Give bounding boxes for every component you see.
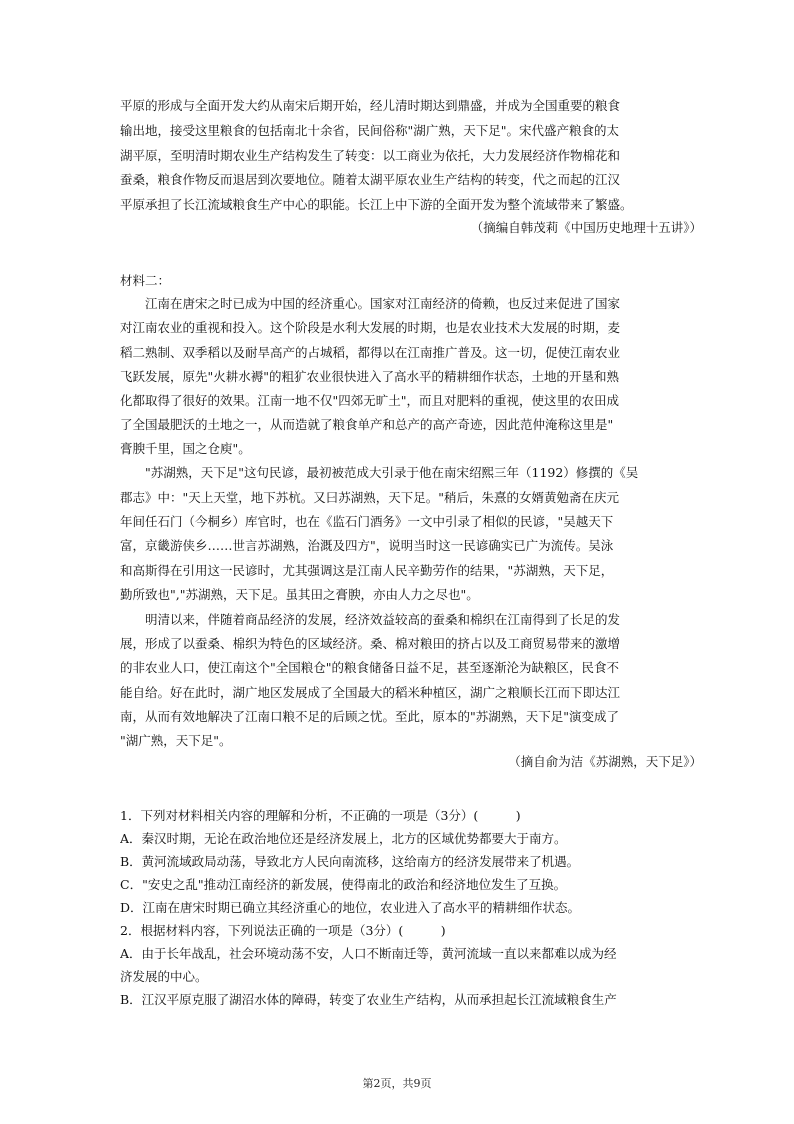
material2-line: 年间任石门（今桐乡）库官时，也在《监石门酒务》一文中引录了相似的民谚，"吴越天下 [120,514,614,529]
material2-line: 能自给。好在此时，湖广地区发展成了全国最大的稻米种植区，湖广之粮顺长江而下即达江 [120,685,621,700]
question-2-option-a: A．由于长年战乱，社会环境动荡不安，人口不断南迁等，黄河流域一直以来都难以成为经 [120,946,617,961]
question-1-option-b: B．黄河流域政局动荡，导致北方人民向南流移，这给南方的经济发展带来了机遇。 [120,854,580,869]
material2-line: 的非农业人口，使江南这个"全国粮仓"的粮食储备日益不足，甚至逐渐沦为缺粮区，民食不 [120,660,620,675]
material2-line: 明清以来，伴随着商品经济的发展，经济效益较高的蚕桑和棉织在江南得到了长足的发 [145,612,621,627]
material1-line: 湖平原，至明清时期农业生产结构发生了转变：以工商业为依托，大力发展经济作物棉花和 [120,148,621,163]
material2-line: 稻二熟制、双季稻以及耐旱高产的占城稻，都得以在江南推广普及。这一切，促使江南农业 [120,345,621,360]
material2-line: 展，形成了以蚕桑、棉织为特色的区域经济。桑、棉对粮田的挤占以及工商贸易带来的激增 [120,636,621,651]
material1-line: 蚕桑，粮食作物反而退居到次要地位。随着太湖平原农业生产结构的转变，代之而起的江汉 [120,172,621,187]
material2-line: 对江南农业的重视和投入。这个阶段是水利大发展的时期，也是农业技术大发展的时期，麦 [120,320,621,335]
material2-line: "湖广熟，天下足"。 [120,733,232,748]
question-2-stem: 2．根据材料内容，下列说法正确的一项是（3分）( ) [120,923,446,938]
material1-line: 平原的形成与全面开发大约从南宋后期开始，经儿清时期达到鼎盛，并成为全国重要的粮食 [120,98,621,113]
question-1-option-d: D．江南在唐宋时期已确立其经济重心的地位，农业进入了高水平的精耕细作状态。 [120,900,581,915]
material2-line: 化都取得了很好的效果。江南一地不仅"四郊无旷土"，而且对肥料的重视，使这里的农田成 [120,393,620,408]
page-number: 第2页，共9页 [362,1077,432,1090]
question-2-option-a-cont: 济发展的中心。 [120,969,208,984]
material2-line: 江南在唐宋之时已成为中国的经济重心。国家对江南经济的倚赖，也反过来促进了国家 [145,296,621,311]
material2-source: （摘自俞为洁《苏湖熟，天下足》） [508,754,702,769]
material2-line: "苏湖熟，天下足"这句民谚，最初被范成大引录于他在南宋绍熙三年（1192）修撰的《吴 [145,465,639,480]
material2-line: 勤所致也","苏湖熟，天下足。虽其田之膏腴，亦由人力之尽也"。 [120,587,479,602]
question-1-option-a: A．秦汉时期，无论在政治地位还是经济发展上，北方的区域优势都要大于南方。 [120,831,567,846]
material2-heading: 材料二： [120,273,171,288]
material2-line: 飞跃发展，原先"火耕水褥"的粗犷农业很快进入了高水平的精耕细作状态，土地的开垦和熟 [120,369,620,384]
material2-line: 南，从而有效地解决了江南口粮不足的后顾之忧。至此，原本的"苏湖熟，天下足"演变成了 [120,709,620,724]
material2-line: 了全国最肥沃的土地之一，从而造就了粮食单产和总产的高产奇迹，因此范仲淹称这里是" [120,417,614,432]
material2-line: 膏腴千里，国之仓庾"。 [120,441,251,456]
material2-line: 和高斯得在引用这一民谚时，尤其强调这是江南人民辛勤劳作的结果，"苏湖熟，天下足， [120,563,614,578]
material1-source: （摘编自韩茂莉《中国历史地理十五讲》） [470,220,702,235]
question-1-option-c: C．"安史之乱"推动江南经济的新发展，使得南北的政治和经济地位发生了互换。 [120,877,567,892]
material1-line: 平原承担了长江流域粮食生产中心的职能。长江上中下游的全面开发为整个流域带来了繁盛。 [120,197,633,212]
question-1-stem: 1．下列对材料相关内容的理解和分析，不正确的一项是（3分）( ) [120,808,521,823]
question-2-option-b: B．江汉平原克服了湖沼水体的障碍，转变了农业生产结构，从而承担起长江流域粮食生产 [120,992,617,1007]
material2-line: 富，京畿游侠乡……世言苏湖熟，治溉及四方"，说明当时这一民谚确实已广为流传。吴泳 [120,538,614,553]
material1-line: 输出地，接受这里粮食的包括南北十余省，民间俗称"湖广熟，天下足"。宋代盛产粮食的太 [120,123,620,138]
material2-line: 郡志》中："天上天堂，地下苏杭。又曰苏湖熟，天下足。"稍后，朱熹的女婿黄勉斋在庆元 [120,490,620,505]
